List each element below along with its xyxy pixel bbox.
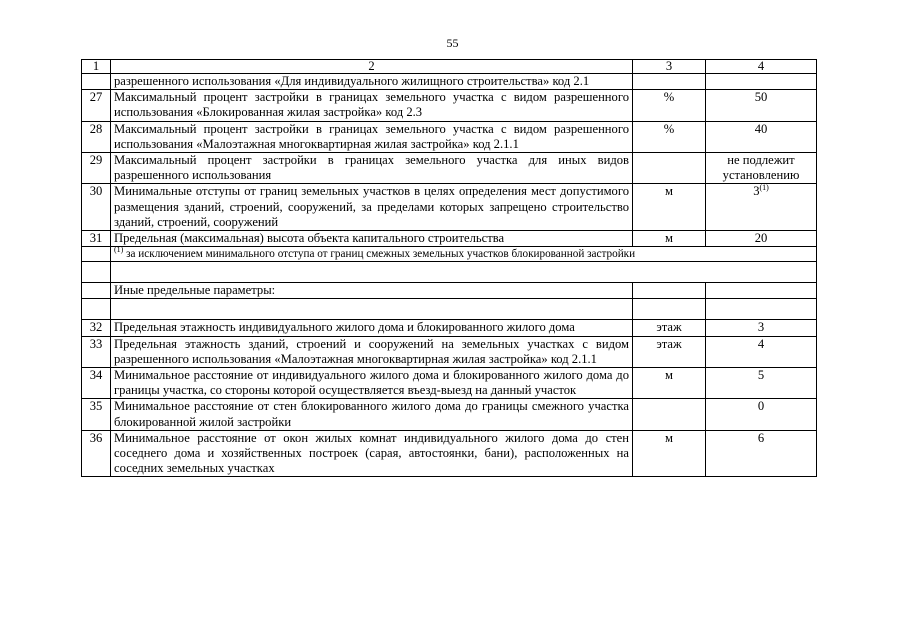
section-unit-spacer	[633, 283, 706, 299]
row-number: 27	[82, 90, 111, 121]
section-value-spacer	[706, 283, 817, 299]
table-row	[82, 74, 817, 90]
row-unit	[633, 153, 706, 184]
table-row	[82, 368, 817, 399]
row-value	[706, 74, 817, 90]
row-unit: %	[633, 121, 706, 152]
table-row	[82, 231, 817, 247]
table-row	[82, 336, 817, 367]
parameters-table	[81, 59, 817, 477]
gap-cell	[82, 262, 111, 283]
row-value: 20	[706, 231, 817, 247]
row-unit: %	[633, 90, 706, 121]
table-row	[82, 121, 817, 152]
section-title-row	[82, 283, 817, 299]
row-unit: этаж	[633, 320, 706, 336]
row-number: 35	[82, 399, 111, 430]
row-value: 3	[706, 320, 817, 336]
row-value: 4	[706, 336, 817, 367]
row-value: 50	[706, 90, 817, 121]
footnote-cell	[111, 247, 817, 262]
footnote-gap-row	[82, 262, 817, 283]
table-row	[82, 90, 817, 121]
row-number: 29	[82, 153, 111, 184]
footnote-row	[82, 247, 817, 262]
gap-cell	[706, 299, 817, 320]
row-text: Предельная этажность индивидуального жилого дома и блокированного жилого дома	[111, 320, 633, 336]
row-unit	[633, 399, 706, 430]
row-unit	[633, 74, 706, 90]
row-value: 6	[706, 430, 817, 477]
table-row	[82, 320, 817, 336]
row-text: Предельная (максимальная) высота объекта капитального строительства	[111, 231, 633, 247]
row-value-number: 3	[753, 184, 760, 199]
footnote-text: за исключением минимального отступа от границ смежных земельных участков блокированной застройки	[123, 248, 636, 261]
table-row	[82, 184, 817, 231]
table-row	[82, 430, 817, 477]
row-value	[706, 184, 817, 231]
row-unit: этаж	[633, 336, 706, 367]
header-cell-4: 4	[706, 60, 817, 74]
row-number: 30	[82, 184, 111, 231]
gap-cell-wide	[111, 262, 817, 283]
row-unit: м	[633, 184, 706, 231]
row-number: 32	[82, 320, 111, 336]
page-number: 55	[446, 36, 459, 50]
footnote-spacer	[82, 247, 111, 262]
table-header-row	[82, 60, 817, 74]
section-title: Иные предельные параметры:	[111, 283, 633, 299]
row-unit: м	[633, 368, 706, 399]
row-text: разрешенного использования «Для индивидуального жилищного строительства» код 2.1	[111, 74, 633, 90]
row-text: Предельная этажность зданий, строений и сооружений на земельных участках с видом разрешенного использования «Малоэтажная многоквартирная жилая застройка» код 2.1.1	[111, 336, 633, 367]
section-spacer	[82, 283, 111, 299]
row-text: Максимальный процент застройки в границах земельного участка для иных видов разрешенного использования	[111, 153, 633, 184]
row-value: 5	[706, 368, 817, 399]
row-value: 0	[706, 399, 817, 430]
header-cell-2: 2	[111, 60, 633, 74]
row-number: 33	[82, 336, 111, 367]
row-unit: м	[633, 430, 706, 477]
header-cell-1: 1	[82, 60, 111, 74]
row-text: Максимальный процент застройки в границах земельного участка с видом разрешенного использования «Блокированная жилая застройка» код 2.3	[111, 90, 633, 121]
row-text: Минимальное расстояние от стен блокированного жилого дома до границы смежного участка блокированной жилой застройки	[111, 399, 633, 430]
table-row	[82, 153, 817, 184]
row-number: 31	[82, 231, 111, 247]
gap-cell	[633, 299, 706, 320]
row-value: 40	[706, 121, 817, 152]
row-number	[82, 74, 111, 90]
table-row	[82, 399, 817, 430]
footnote-reference: (1)	[759, 183, 769, 193]
row-text: Максимальный процент застройки в границах земельного участка с видом разрешенного использования «Малоэтажная многоквартирная жилая застройка» код 2.1.1	[111, 121, 633, 152]
row-number: 36	[82, 430, 111, 477]
gap-cell	[111, 299, 633, 320]
row-text: Минимальное расстояние от индивидуального жилого дома и блокированного жилого дома до границы участка, со стороны которой осуществляется въезд-выезд на данный участок	[111, 368, 633, 399]
row-text: Минимальное расстояние от окон жилых комнат индивидуального жилого дома до стен соседнего дома и хозяйственных построек (сарая, автостоянки, бани), расположенных на соседних земельных участках	[111, 430, 633, 477]
row-text: Минимальные отступы от границ земельных участков в целях определения мест допустимого размещения зданий, строений, сооружений, за пределами которых запрещено строительство зданий, строений, сооружений	[111, 184, 633, 231]
row-unit: м	[633, 231, 706, 247]
row-number: 34	[82, 368, 111, 399]
footnote-mark: (1)	[114, 245, 124, 255]
header-cell-3: 3	[633, 60, 706, 74]
section-gap-row	[82, 299, 817, 320]
row-value: не подлежит установлению	[706, 153, 817, 184]
row-number: 28	[82, 121, 111, 152]
gap-cell	[82, 299, 111, 320]
